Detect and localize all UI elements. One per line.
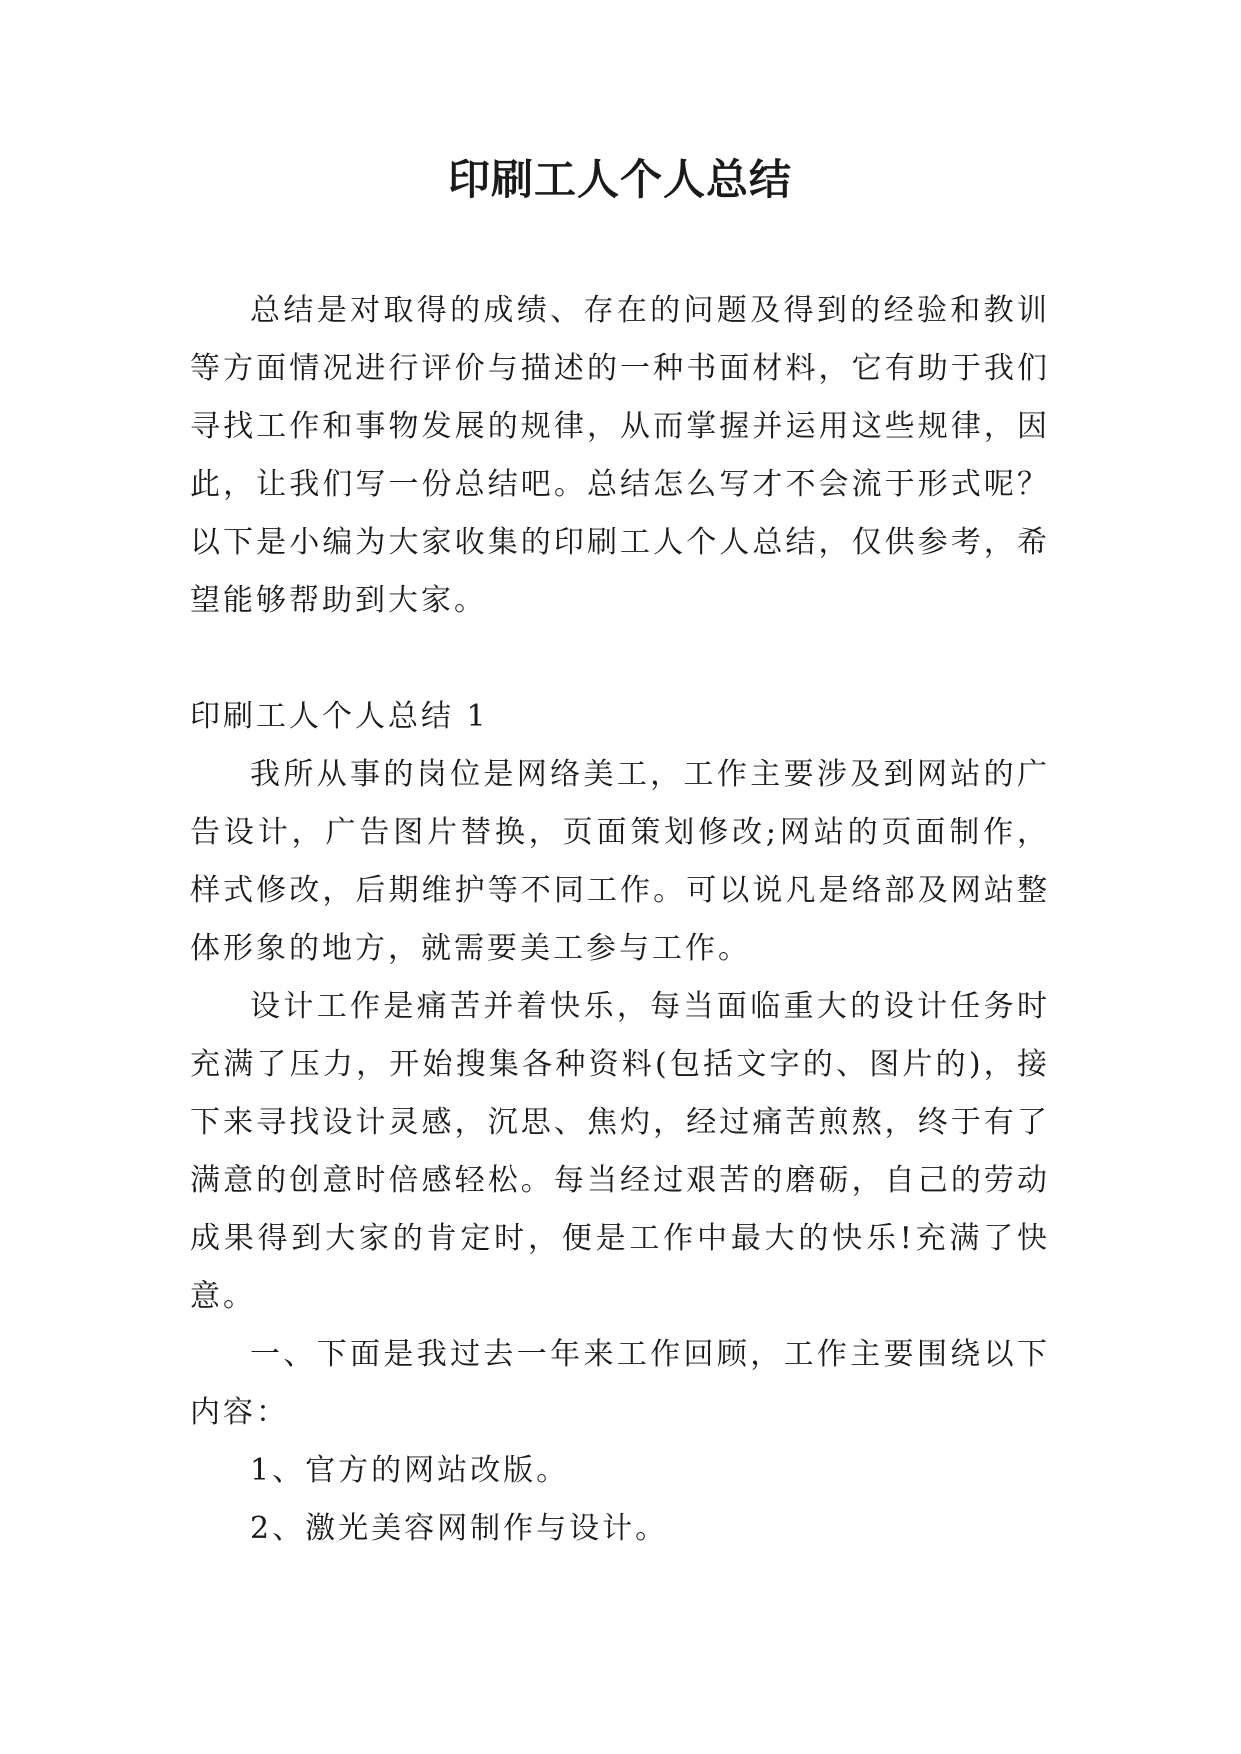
body-paragraph: 我所从事的岗位是网络美工，工作主要涉及到网站的广告设计，广告图片替换，页面策划修改;网站的页面制作，样式修改，后期维护等不同工作。可以说凡是络部及网站整体形象的地方，就需要美工参与工作。 [190,757,1050,966]
document-title: 印刷工人个人总结 [447,155,792,204]
list-item: 1、官方的网站改版。 [250,1453,570,1488]
intro-paragraph: 总结是对取得的成绩、存在的问题及得到的经验和教训等方面情况进行评价与描述的一种书面材料，它有助于我们寻找工作和事物发展的规律，从而掌握并运用这些规律，因此，让我们写一份总结吧。总结怎么写才不会流于形式呢？以下是小编为大家收集的印刷工人个人总结，仅供参考，希望能够帮助到大家。 [190,293,1050,618]
list-item: 2、激光美容网制作与设计。 [250,1511,669,1546]
body-paragraph: 设计工作是痛苦并着快乐，每当面临重大的设计任务时充满了压力，开始搜集各种资料(包括文字的、图片的)，接下来寻找设计灵感，沉思、焦灼，经过痛苦煎熬，终于有了满意的创意时倍感轻松。每当经过艰苦的磨砺，自己的劳动成果得到大家的肯定时，便是工作中最大的快乐!充满了快意。 [190,989,1050,1314]
section-heading: 印刷工人个人总结 1 [190,699,489,734]
body-paragraph: 一、下面是我过去一年来工作回顾，工作主要围绕以下内容： [190,1337,1050,1430]
document-body [190,282,1050,1558]
